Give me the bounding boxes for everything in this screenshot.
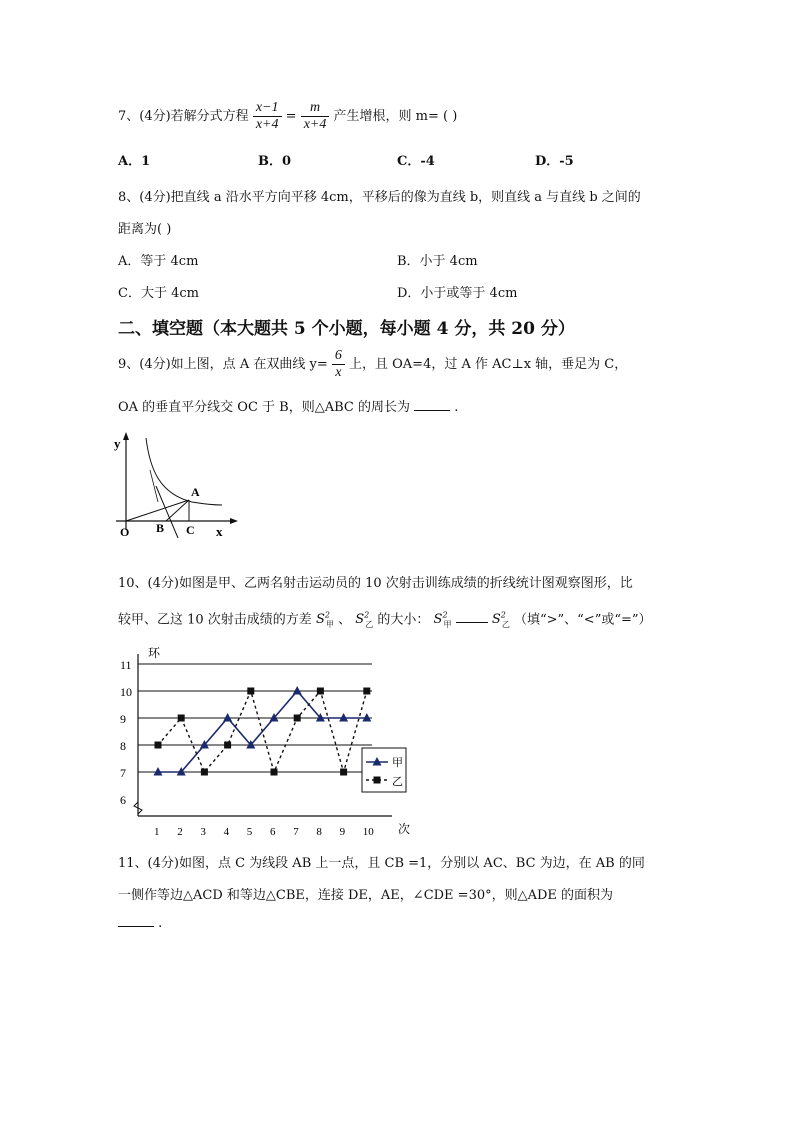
q7-fraction-2: $\frac{m}{x+4}$ <box>301 100 330 133</box>
y-tick-10: 10 <box>120 685 132 699</box>
q10-line-1: 10、(4分)如图是甲、乙两名射击运动员的 10 次射击训练成绩的折线统计图观察图形，比 <box>118 576 633 591</box>
q7-option-b: B．0 <box>258 154 292 169</box>
shooting-scores-chart <box>112 644 422 840</box>
variance-jia-2: $S^2_甲$ <box>433 611 452 629</box>
q8-option-c: C．大于 4cm <box>118 286 199 301</box>
point-yi-9 <box>340 769 347 776</box>
x-tick-7: 7 <box>293 826 299 838</box>
label-a: A <box>191 485 200 499</box>
point-yi-10 <box>363 688 370 695</box>
point-yi-2 <box>178 715 185 722</box>
point-yi-7 <box>294 715 301 722</box>
label-x: x <box>216 524 223 539</box>
y-tick-11: 11 <box>120 658 132 672</box>
x-tick-4: 4 <box>223 826 230 838</box>
label-b: B <box>156 521 165 535</box>
x-tick-9: 9 <box>339 826 346 838</box>
y-tick-6: 6 <box>120 793 126 807</box>
q7-option-d: D．-5 <box>535 154 574 169</box>
variance-jia: $S^2_甲$ <box>315 611 334 629</box>
q11-answer-blank[interactable] <box>118 926 154 927</box>
x-axis-label: 次 <box>398 822 411 836</box>
x-tick-8: 8 <box>316 826 322 838</box>
x-tick-3: 3 <box>200 826 206 838</box>
series-line-yi <box>158 691 367 772</box>
q7-suffix: 产生增根，则 m= ( ) <box>333 109 458 124</box>
section-2-title: 二、填空题（本大题共 5 个小题，每小题 4 分，共 20 分） <box>118 319 575 339</box>
y-axis-label: 环 <box>148 646 161 660</box>
q9-line-1: 9、(4分)如上图，点 A 在双曲线 y= $\frac{6}{x}$ 上，且 OA=4，过 A 作 AC⊥x 轴，垂足为 C， <box>118 348 628 380</box>
q10-line-2: 较甲、乙这 10 次射击成绩的方差 $S^2_甲$ 、 $S^2_乙$ 的大小： $S^2_甲$ $S^2_乙$ （填“>”、“<”或“=”） <box>118 611 652 629</box>
label-c: C <box>186 523 195 537</box>
hyperbola-curve <box>146 438 222 505</box>
y-tick-9: 9 <box>120 712 126 726</box>
legend-marker-yi <box>374 777 381 784</box>
point-yi-5 <box>247 688 254 695</box>
x-axis-arrow <box>230 518 238 524</box>
q11-line-1: 11、(4分)如图，点 C 为线段 AB 上一点，且 CB =1，分别以 AC、BC 为边，在 AB 的同 <box>118 856 645 871</box>
q8-option-a: A．等于 4cm <box>118 254 199 269</box>
point-jia-7 <box>293 686 302 695</box>
segment-oa <box>126 500 189 521</box>
legend-label-jia: 甲 <box>392 757 403 769</box>
q11-line-3: . <box>118 916 162 931</box>
q8-option-d: D．小于或等于 4cm <box>397 286 518 301</box>
q9-fraction: $\frac{6}{x}$ <box>332 348 345 381</box>
q7-prefix: 7、(4分)若解分式方程 <box>118 109 249 124</box>
q9-line-2: OA 的垂直平分线交 OC 于 B，则△ABC 的周长为 . <box>118 400 459 415</box>
q7-option-a: A．1 <box>118 154 151 169</box>
point-yi-4 <box>224 742 231 749</box>
q7-option-c: C．-4 <box>397 154 435 169</box>
point-yi-1 <box>155 742 162 749</box>
y-axis-arrow <box>123 432 129 440</box>
point-yi-8 <box>317 688 324 695</box>
y-tick-7: 7 <box>120 766 126 780</box>
variance-yi-2: $S^2_乙$ <box>491 611 510 629</box>
q10-answer-blank[interactable] <box>456 622 488 623</box>
q8-option-b: B．小于 4cm <box>397 254 478 269</box>
legend-label-yi: 乙 <box>392 776 403 788</box>
q7-fraction-1: $\frac{x-1}{x+4}$ <box>253 100 282 133</box>
q8-line-1: 8、(4分)把直线 a 沿水平方向平移 4cm，平移后的像为直线 b，则直线 a 与直线 b 之间的 <box>118 190 641 205</box>
point-yi-6 <box>271 769 278 776</box>
q8-line-2: 距离为( ) <box>118 222 172 237</box>
label-o: O <box>120 525 130 539</box>
x-tick-6: 6 <box>270 826 276 838</box>
point-yi-3 <box>201 769 208 776</box>
hyperbola-tail <box>150 470 158 502</box>
x-tick-10: 10 <box>362 826 374 838</box>
x-tick-2: 2 <box>177 826 183 838</box>
q9-answer-blank[interactable] <box>414 410 450 411</box>
label-y: y <box>114 436 121 451</box>
variance-yi: $S^2_乙$ <box>355 611 374 629</box>
y-tick-8: 8 <box>120 739 126 753</box>
x-tick-1: 1 <box>154 826 160 838</box>
point-jia-4 <box>223 713 232 722</box>
x-tick-5: 5 <box>246 826 253 838</box>
q7-stem: 7、(4分)若解分式方程 $\frac{x-1}{x+4}$ = $\frac{m}{x+4}$ 产生增根，则 m= ( ) <box>118 100 458 132</box>
q9-hyperbola-figure <box>112 430 242 542</box>
q11-line-2: 一侧作等边△ACD 和等边△CBE，连接 DE，AE，∠CDE =30°，则△ADE 的面积为 <box>118 888 614 903</box>
